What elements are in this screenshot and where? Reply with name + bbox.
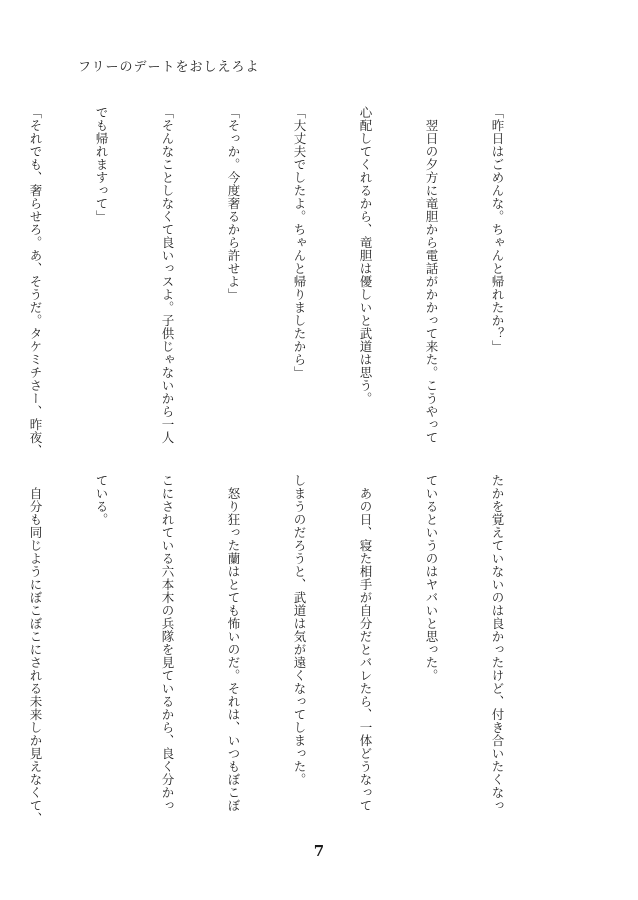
text-line: 「昨日はごめんな。ちゃんと帰れたか？」 (490, 106, 505, 353)
page-number: 7 (313, 842, 325, 860)
upper-text-block (0, 106, 552, 457)
text-line: 「それでも、奢らせろ。あ、そうだ。タケミチさー、昨夜、 (28, 106, 43, 457)
text-line: 「そんなことしなくて良いっスよ。子供じゃないから一人 (160, 106, 175, 444)
text-line: こにされている六本木の兵隊を見ているから、良く分かっ (160, 474, 175, 812)
text-line: あの日、寝た相手が自分だとバレたら、一体どうなって (358, 474, 373, 812)
text-line: 心配してくれるから、竜胆は優しいと武道は思う。 (358, 106, 373, 405)
running-header-title: フリーのデートをおしえろよ (78, 60, 260, 75)
text-line: しまうのだろうと、武道は気が遠くなってしまった。 (292, 474, 307, 786)
text-line: 「そっか。今度奢るから許せよ」 (226, 106, 241, 301)
text-line: 自分も同じようにぼこぼこにされる未来しか見えなくて、 (28, 474, 43, 825)
text-line: 翌日の夕方に竜胆から電話がかかって来た。こうやって (424, 106, 439, 444)
text-line: ているというのはヤバいと思った。 (424, 474, 439, 682)
text-line: たかを覚えていないのは良かったけど、付き合いたくなっ (490, 474, 505, 812)
text-line: ている。 (94, 474, 109, 526)
lower-text-block (0, 474, 552, 825)
text-line: 怒り狂った蘭はとても怖いのだ。それは、いつもぼこぼ (226, 474, 241, 812)
text-line: でも帰れますって」 (94, 106, 109, 223)
text-line: 「大丈夫でしたよ。ちゃんと帰りましたから」 (292, 106, 307, 379)
